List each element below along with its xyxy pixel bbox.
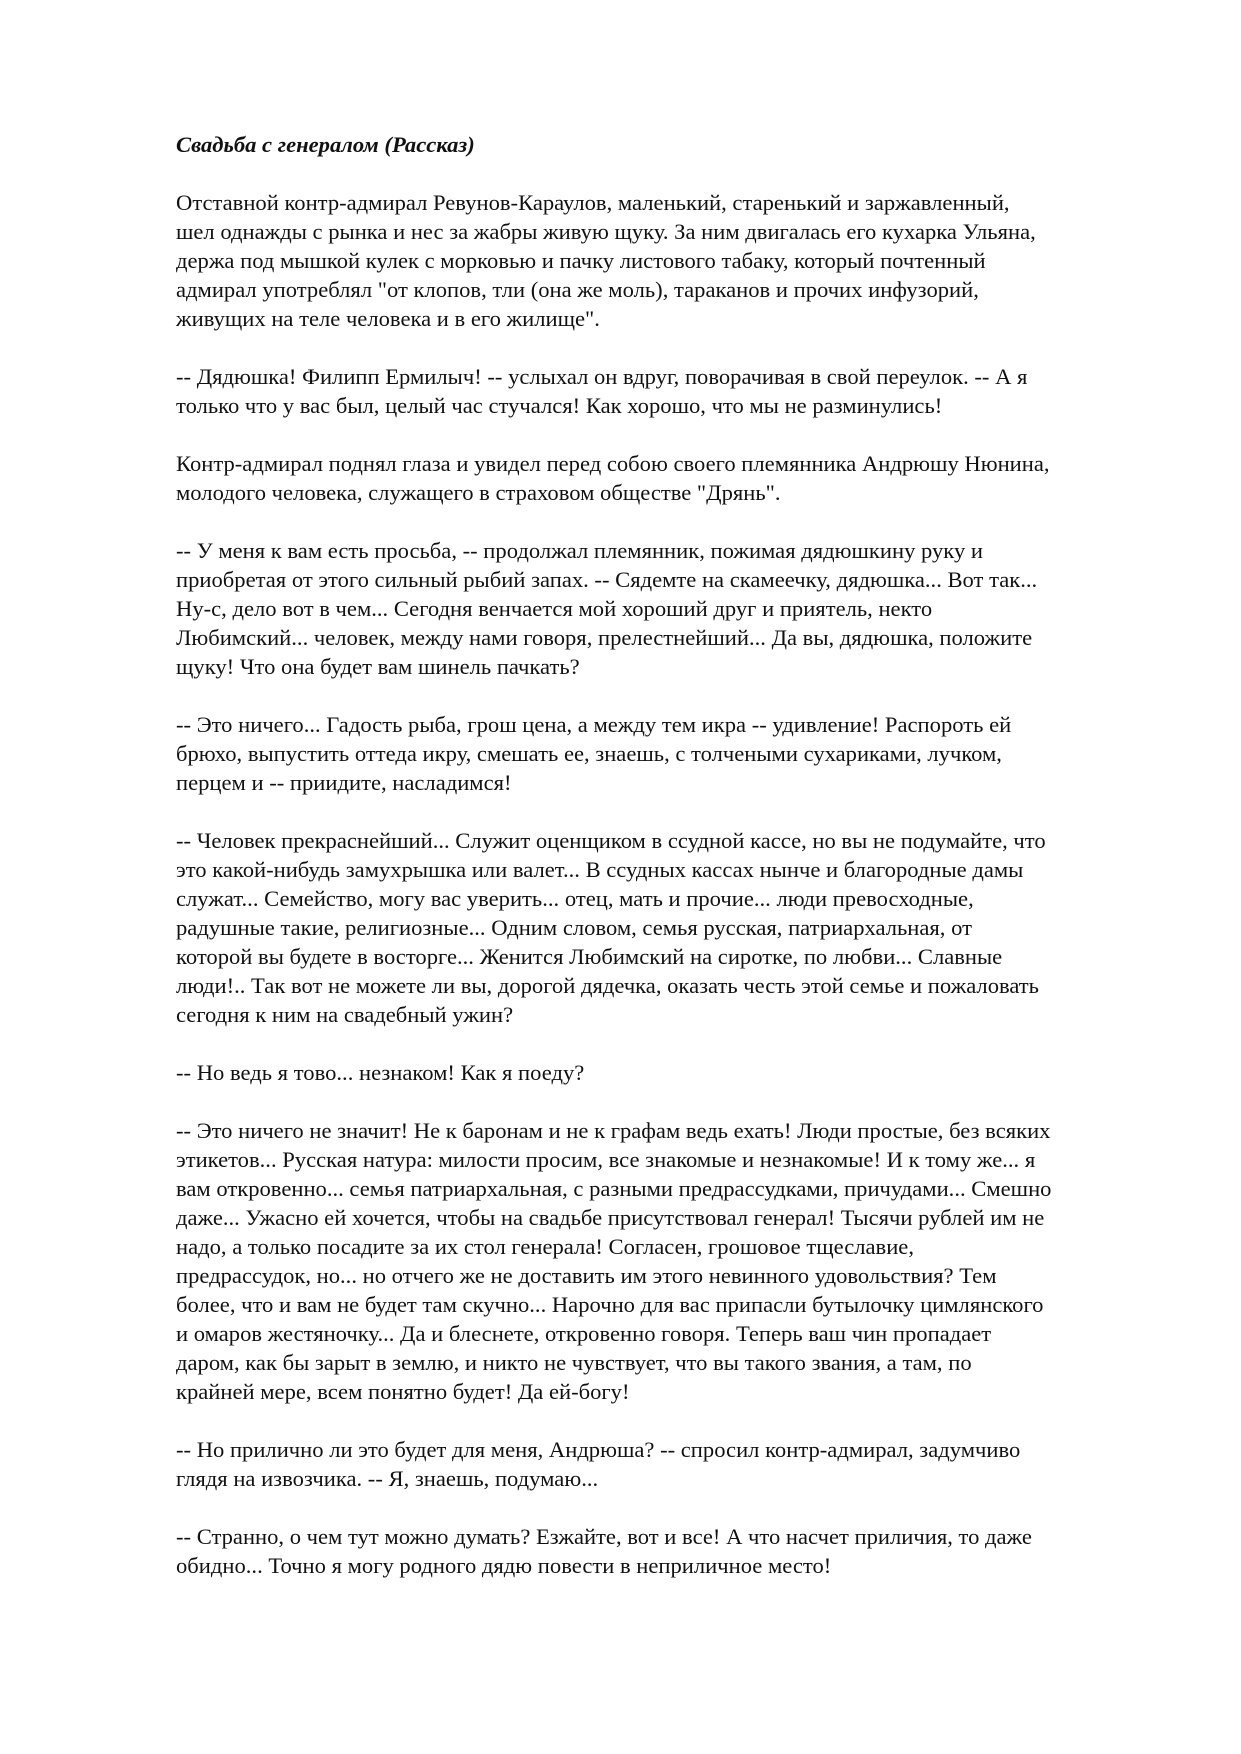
text-line: Ну-с, дело вот в чем... Сегодня венчается мой хороший друг и приятель, некто (176, 596, 933, 621)
text-line: это какой-нибудь замухрышка или валет... В ссудных кассах нынче и благородные дамы (176, 857, 1024, 882)
text-line: держа под мышкой кулек с морковью и пачку листового табаку, который почтенный (176, 248, 986, 273)
text-line: -- Но ведь я тово... незнаком! Как я поеду? (176, 1060, 585, 1085)
text-line: даром, как бы зарыт в землю, и никто не чувствует, что вы такого звания, а там, по (176, 1350, 972, 1375)
paragraph (176, 1435, 1156, 1493)
paragraph (176, 1058, 1156, 1087)
text-line: -- Человек прекраснейший... Служит оценщиком в ссудной кассе, но вы не подумайте, что (176, 828, 1046, 853)
paragraph (176, 1522, 1156, 1580)
text-line: глядя на извозчика. -- Я, знаешь, подумаю... (176, 1466, 599, 1491)
paragraph (176, 449, 1156, 507)
text-line: шел однажды с рынка и нес за жабры живую щуку. За ним двигалась его кухарка Ульяна, (176, 219, 1036, 244)
text-line: крайней мере, всем понятно будет! Да ей-богу! (176, 1379, 630, 1404)
text-line: предрассудок, но... но отчего же не доставить им этого невинного удовольствия? Тем (176, 1263, 997, 1288)
text-line: этикетов... Русская натура: милости просим, все знакомые и незнакомые! И к тому же... я (176, 1147, 1036, 1172)
text-line: Любимский... человек, между нами говоря, прелестнейший... Да вы, дядюшка, положите (176, 625, 1033, 650)
text-line: -- Странно, о чем тут можно думать? Езжайте, вот и все! А что насчет приличия, то даже (176, 1524, 1032, 1549)
text-line: только что у вас был, целый час стучался! Как хорошо, что мы не разминулись! (176, 393, 943, 418)
paragraph (176, 188, 1156, 333)
text-line: Контр-адмирал поднял глаза и увидел перед собою своего племянника Андрюшу Нюнина, (176, 451, 1050, 476)
paragraph (176, 362, 1156, 420)
text-line: более, что и вам не будет там скучно... Нарочно для вас припасли бутылочку цимлянского (176, 1292, 1044, 1317)
text-line: щуку! Что она будет вам шинель пачкать? (176, 654, 580, 679)
text-line: люди!.. Так вот не можете ли вы, дорогой дядечка, оказать честь этой семье и пожаловать (176, 973, 1039, 998)
text-line: сегодня к ним на свадебный ужин? (176, 1002, 514, 1027)
text-line: живущих на теле человека и в его жилище". (176, 306, 600, 331)
text-line: адмирал употреблял "от клопов, тли (она же моль), тараканов и прочих инфузорий, (176, 277, 979, 302)
text-line: -- Дядюшка! Филипп Ермилыч! -- услыхал он вдруг, поворачивая в свой переулок. -- А я (176, 364, 1028, 389)
text-line: Отставной контр-адмирал Ревунов-Караулов, маленький, старенький и заржавленный, (176, 190, 1010, 215)
document-body (176, 130, 1156, 1609)
text-line: которой вы будете в восторге... Женится Любимский на сиротке, по любви... Славные (176, 944, 1003, 969)
text-line: вам откровенно... семья патриархальная, с разными предрассудками, причудами... Смешно (176, 1176, 1052, 1201)
paragraph (176, 1116, 1156, 1406)
text-line: радушные такие, религиозные... Одним словом, семья русская, патриархальная, от (176, 915, 972, 940)
text-line: приобретая от этого сильный рыбий запах. -- Сядемте на скамеечку, дядюшка... Вот так... (176, 567, 1038, 592)
text-line: обидно... Точно я могу родного дядю повести в неприличное место! (176, 1553, 832, 1578)
paragraph (176, 536, 1156, 681)
text-line: служат... Семейство, могу вас уверить... отец, мать и прочие... люди превосходные, (176, 886, 974, 911)
text-line: -- У меня к вам есть просьба, -- продолжал племянник, пожимая дядюшкину руку и (176, 538, 983, 563)
paragraph (176, 826, 1156, 1029)
text-line: надо, а только посадите за их стол генерала! Согласен, грошовое тщеславие, (176, 1234, 914, 1259)
text-line: -- Это ничего не значит! Не к баронам и не к графам ведь ехать! Люди простые, без всяких (176, 1118, 1051, 1143)
paragraph-list (176, 188, 1156, 1580)
text-line: -- Это ничего... Гадость рыба, грош цена, а между тем икра -- удивление! Распороть ей (176, 712, 1012, 737)
text-line: брюхо, выпустить оттеда икру, смешать ее, знаешь, с толчеными сухариками, лучком, (176, 741, 1002, 766)
document-title: Свадьба с генералом (Рассказ) (176, 132, 475, 157)
text-line: перцем и -- приидите, насладимся! (176, 770, 512, 795)
paragraph (176, 710, 1156, 797)
text-line: и омаров жестяночку... Да и блеснете, откровенно говоря. Теперь ваш чин пропадает (176, 1321, 992, 1346)
text-line: даже... Ужасно ей хочется, чтобы на свадьбе присутствовал генерал! Тысячи рублей им не (176, 1205, 1045, 1230)
text-line: -- Но прилично ли это будет для меня, Андрюша? -- спросил контр-адмирал, задумчиво (176, 1437, 1021, 1462)
text-line: молодого человека, служащего в страховом обществе "Дрянь". (176, 480, 781, 505)
